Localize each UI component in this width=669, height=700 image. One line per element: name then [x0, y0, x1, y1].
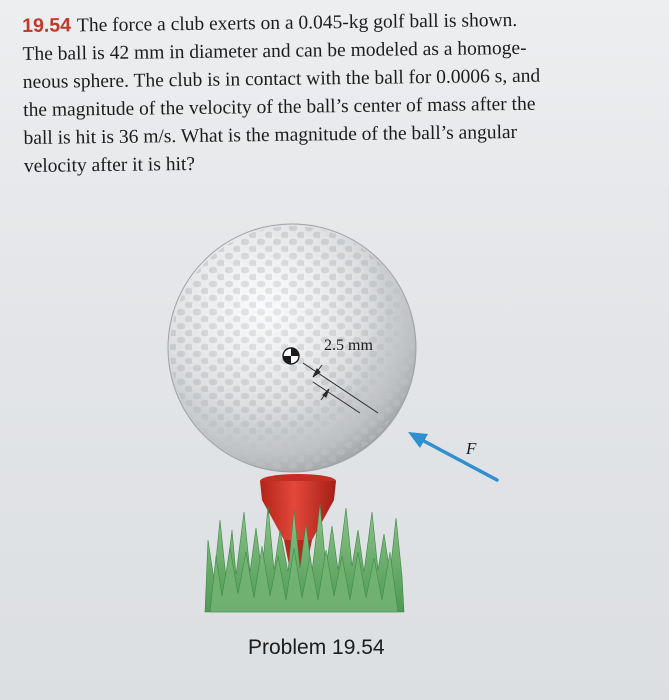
- force-label: F: [466, 439, 477, 458]
- center-of-mass-icon: [283, 348, 299, 364]
- problem-line-4: the magnitude of the velocity of the ball’s center of mass after the: [23, 93, 536, 121]
- problem-line-2: The ball is 42 mm in diameter and can be modeled as a homoge-: [22, 37, 527, 65]
- problem-line-3: neous sphere. The club is in contact with the ball for 0.0006 s, and: [22, 65, 541, 93]
- problem-line-6: velocity after it is hit?: [23, 153, 196, 177]
- problem-line-1: The force a club exerts on a 0.045-kg golf ball is shown.: [76, 9, 518, 37]
- problem-line-5: ball is hit is 36 m/s. What is the magnitude of the ball’s angular: [23, 121, 518, 149]
- dimension-label: 2.5 mm: [324, 337, 373, 354]
- problem-number: 19.54: [22, 14, 72, 37]
- figure-caption: Problem 19.54: [248, 636, 385, 659]
- force-arrow: [408, 432, 497, 480]
